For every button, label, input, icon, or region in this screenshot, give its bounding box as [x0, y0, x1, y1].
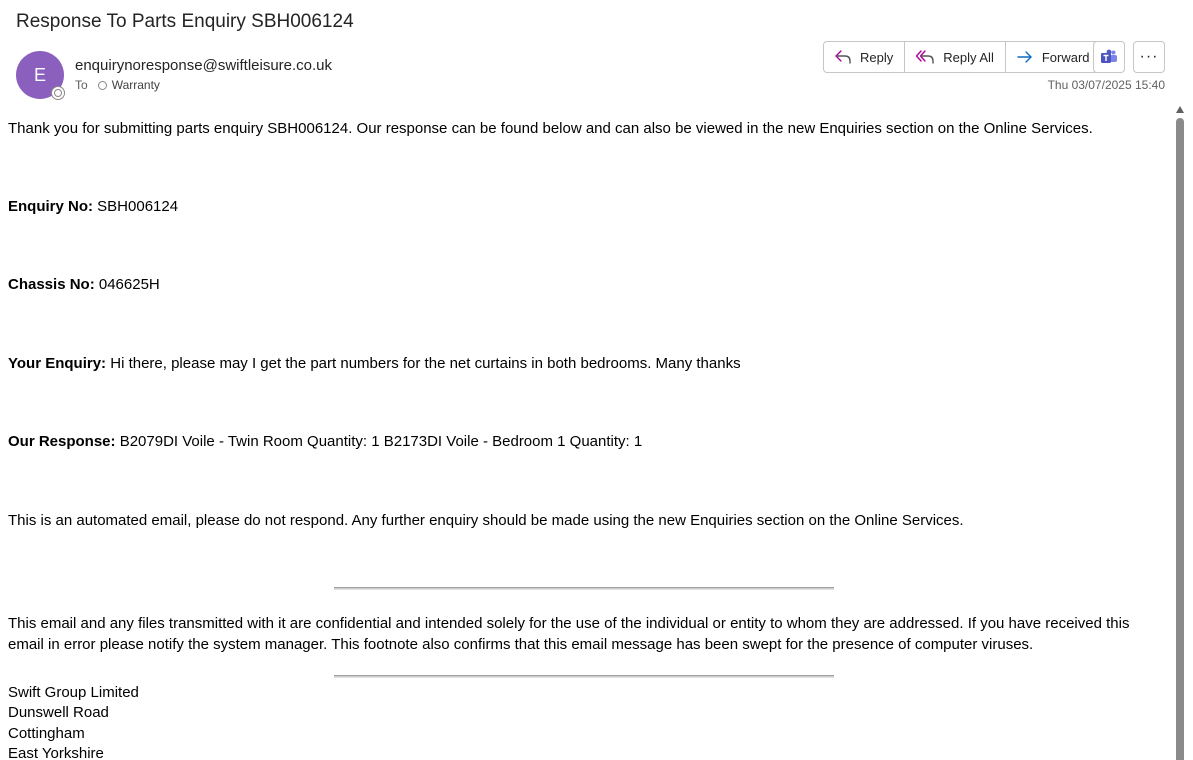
chassis-no-label: Chassis No: — [8, 276, 95, 293]
automated-note: This is an automated email, please do not respond. Any further enquiry should be made using the new Enquiries section on the Online Services. — [8, 512, 964, 529]
more-actions-button[interactable]: ··· — [1133, 41, 1165, 73]
recipient-row — [75, 78, 160, 92]
reply-icon — [834, 49, 852, 65]
address-line: Cottingham — [8, 725, 85, 742]
forward-label: Forward — [1041, 49, 1090, 65]
reply-all-button[interactable] — [905, 42, 1006, 72]
address-line: East Yorkshire — [8, 745, 104, 760]
our-response-label: Our Response: — [8, 433, 116, 450]
teams-chat-button[interactable] — [1093, 41, 1125, 73]
disclaimer-text: This email and any files transmitted with it are confidential and intended solely for the use of the individual or entity to whom they are addressed. If you have received this email in error please notify the system manager. This footnote also confirms that this email message has been swept for the presence of computer viruses. — [8, 615, 1130, 653]
sender-avatar[interactable]: E — [16, 51, 64, 99]
sender-address[interactable]: enquirynoresponse@swiftleisure.co.uk — [75, 57, 333, 74]
divider — [334, 675, 834, 678]
scroll-up-arrow-icon[interactable] — [1176, 106, 1184, 113]
sent-date: Thu 03/07/2025 15:40 — [1047, 78, 1165, 92]
recipient-name[interactable]: Warranty — [111, 78, 160, 92]
teams-icon — [1100, 49, 1118, 65]
divider — [334, 587, 834, 590]
vertical-scrollbar[interactable] — [1174, 104, 1186, 760]
recipient-presence-icon — [98, 81, 107, 90]
our-response-line — [8, 431, 642, 452]
reply-all-icon — [915, 49, 935, 65]
your-enquiry-line — [8, 353, 741, 374]
scroll-thumb[interactable] — [1176, 118, 1184, 760]
chassis-no-value: 046625H — [98, 276, 160, 293]
enquiry-no-line — [8, 196, 178, 217]
message-actions — [823, 41, 1102, 73]
chassis-no-line — [8, 274, 160, 295]
email-subject: Response To Parts Enquiry SBH006124 — [16, 11, 354, 32]
forward-icon — [1016, 49, 1034, 65]
your-enquiry-label: Your Enquiry: — [8, 355, 107, 372]
to-label: To — [75, 78, 88, 92]
enquiry-no-label: Enquiry No: — [8, 198, 93, 215]
address-line: Dunswell Road — [8, 704, 109, 721]
forward-button[interactable] — [1006, 42, 1101, 72]
enquiry-no-value: SBH006124 — [97, 198, 179, 215]
presence-status-icon — [51, 86, 65, 100]
address-line: Swift Group Limited — [8, 684, 139, 701]
intro-text: Thank you for submitting parts enquiry SBH006124. Our response can be found below and can also be viewed in the new Enquiries section on the Online Services. — [8, 120, 1093, 137]
our-response-value: B2079DI Voile - Twin Room Quantity: 1 B2173DI Voile - Bedroom 1 Quantity: 1 — [119, 433, 643, 450]
reply-all-label: Reply All — [943, 49, 994, 65]
your-enquiry-value: Hi there, please may I get the part numbers for the net curtains in both bedrooms. Many thanks — [110, 355, 741, 372]
reply-button[interactable] — [824, 42, 905, 72]
reply-label: Reply — [860, 49, 894, 65]
